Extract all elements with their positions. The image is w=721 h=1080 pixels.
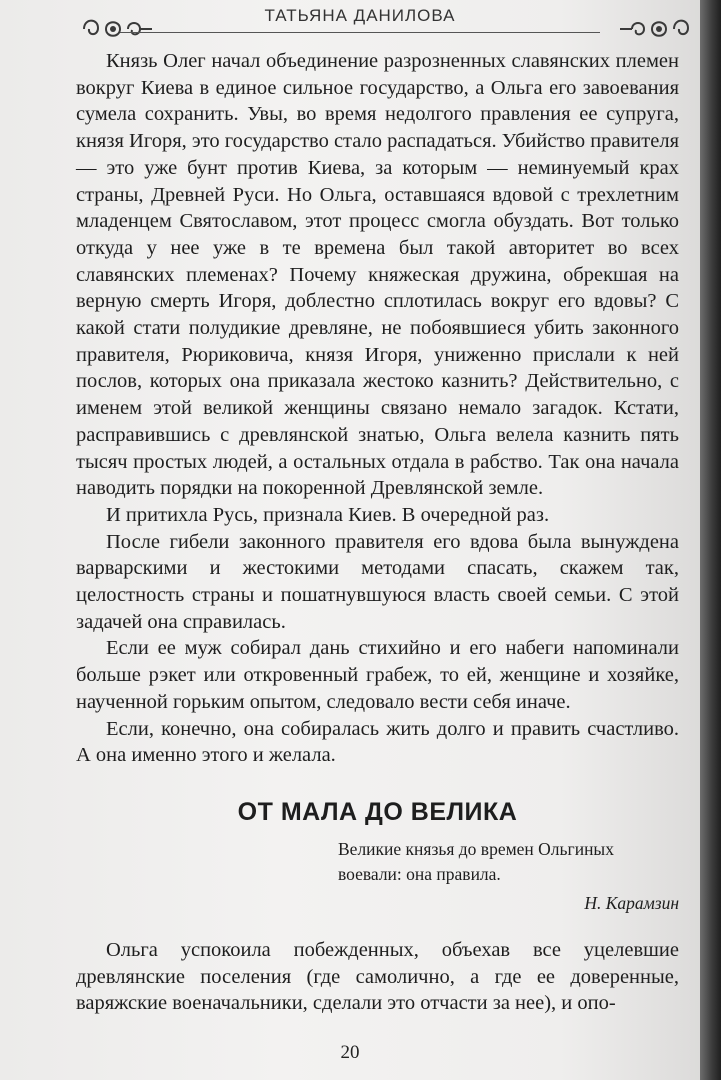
- epigraph-attribution: Н. Карамзин: [584, 892, 679, 913]
- header-rule: [120, 32, 600, 33]
- running-title: ТАТЬЯНА ДАНИЛОВА: [264, 6, 456, 25]
- page-number: 20: [340, 1042, 360, 1063]
- paragraph: После гибели законного правителя его вдова была вынуждена варварскими и жестокими методами спасать, скажем так, целостность страны и пошатнувшуюся власть своей семьи. С этой задачей она справилась.: [76, 530, 679, 633]
- running-head: [40, 4, 680, 44]
- epigraph: Великие князья до времен Ольгиных воевали: она правила.: [338, 838, 614, 884]
- page-edge-shadow: [700, 0, 721, 1080]
- right-flourish-ornament-icon: [618, 12, 694, 46]
- paragraph: Ольга успокоила побежденных, объехав все уцелевшие древлянские поселения (где самолично, а где ее доверенные, варяжские военачальники, сделали это отчасти за нее), и опо-: [76, 938, 679, 1015]
- body-text: [76, 48, 679, 1017]
- paragraph: Если, конечно, она собиралась жить долго и править счастливо. А она именно этого и желала.: [76, 717, 679, 767]
- paragraph: Князь Олег начал объединение разрозненных славянских племен вокруг Киева в единое сильное государство, а Ольга его завоевания сумела сохранить. Увы, во время недолгого правления ее супруга, князя Игоря, это государство стало распадаться. Убийство правителя — это уже бунт против Киева, за которым — неминуемый крах страны, Древней Руси. Но Ольга, оставшаяся вдовой с трехлетним младенцем Святославом, этот процесс смогла обуздать. Вот только откуда у нее уже в те времена был такой авторитет во всех славянских племенах? Почему княжеская дружина, обрекшая на верную смерть Игоря, доблестно сплотилась вокруг его вдовы? С какой стати полудикие древляне, не побоявшиеся убить законного правителя, Рюриковича, князя Игоря, униженно прислали к ней послов, которых она приказала жестоко казнить? Действительно, с именем этой великой женщины связано немало загадок. Кстати, расправившись с древлянской знатью, Ольга велела казнить пять тысяч простых людей, а остальных отдала в рабство. Так она начала наводить порядки на покоренной Древлянской земле.: [76, 50, 679, 500]
- paragraph: И притихла Русь, признала Киев. В очередной раз.: [106, 503, 550, 526]
- section-heading: ОТ МАЛА ДО ВЕЛИКА: [237, 797, 518, 826]
- paragraph: Если ее муж собирал дань стихийно и его набеги напоминали больше рэкет или откровенный грабеж, то ей, женщине и хозяйке, наученной горьким опытом, следовало вести себя иначе.: [76, 637, 679, 713]
